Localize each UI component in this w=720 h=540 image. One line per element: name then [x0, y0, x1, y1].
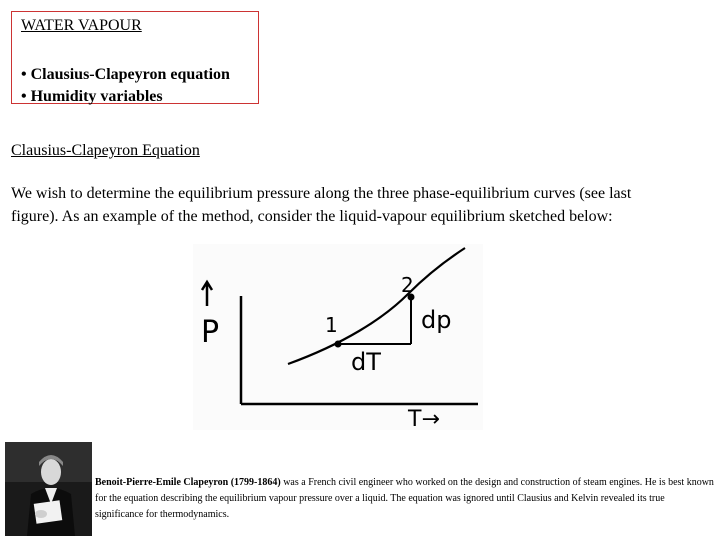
clapeyron-bio [95, 475, 715, 523]
y-axis-label: P [201, 315, 220, 350]
section-heading: Clausius-Clapeyron Equation [11, 142, 200, 159]
bio-text: was a French civil engineer who worked on the design and construction of steam engines. He is best known for the equation describing the equilibrium vapour pressure over a liquid. The equation was ignored until Clausius and Kelvin revealed its true significance for thermodynamics. [95, 477, 714, 520]
bullet-item: • Clausius-Clapeyron equation [21, 64, 230, 86]
clapeyron-portrait [5, 442, 92, 536]
slide-title: WATER VAPOUR [21, 17, 142, 34]
dp-label: dp [421, 306, 452, 334]
bullet-item: • Humidity variables [21, 86, 230, 108]
dT-label: dT [351, 348, 381, 376]
point-2-label: 2 [401, 273, 414, 297]
bio-name: Benoit-Pierre-Emile Clapeyron (1799-1864) [95, 477, 281, 488]
intro-paragraph: We wish to determine the equilibrium pressure along the three phase-equilibrium curves (see last figure). As an example of the method, consider the liquid-vapour equilibrium sketched below: [11, 185, 632, 225]
title-box [11, 11, 259, 104]
point-1-marker [335, 341, 342, 348]
bullet-list [21, 64, 230, 108]
point-1-label: 1 [325, 313, 338, 337]
x-axis-label: T→ [408, 407, 440, 430]
phase-equilibrium-sketch [193, 244, 483, 430]
y-axis-arrow-icon [202, 282, 212, 306]
